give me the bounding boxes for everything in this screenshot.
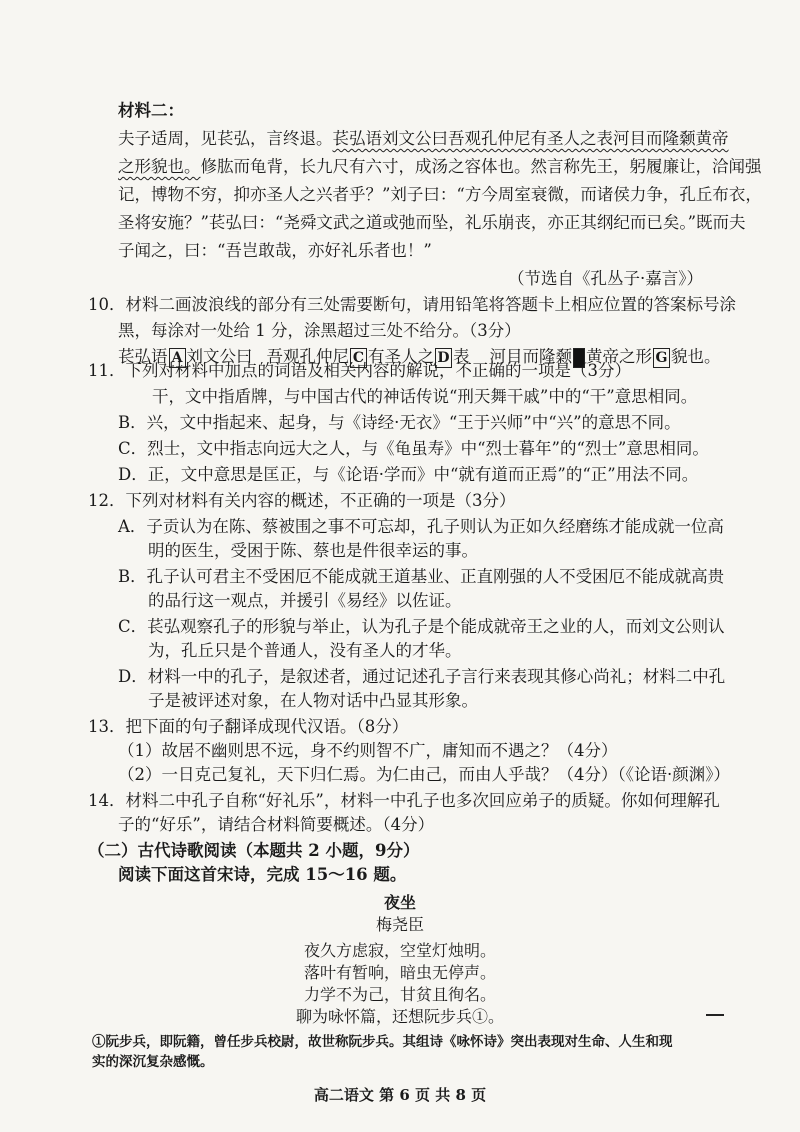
footnote-line-1: ①阮步兵，即阮籍，曾任步兵校尉，故世称阮步兵。其组诗《咏怀诗》突出表现对生命、人生和现 (92, 1034, 673, 1050)
material2-line-3: 记，博物不穷，抑亦圣人之兴者乎？”刘子曰：“方今周室衰微，而诸侯力争，孔丘布衣， (118, 185, 762, 204)
page-footer: 高二语文 第 6 页 共 8 页 (313, 1086, 487, 1104)
q13-stem: 13．把下面的句子翻译成现代汉语。（8分） (88, 717, 409, 736)
q13-sentence-1: （1）故居不幽则思不远，身不约则智不广，庸知而不遇之？（4分） (118, 741, 618, 760)
q11-option-c: C．烈士，文中指志向远大之人，与《龟虽寿》中“烈士暮年”的“烈士”意思相同。 (118, 439, 709, 458)
q10-stem-1: 10．材料二画波浪线的部分有三处需要断句，请用铅笔将答题卡上相应位置的答案标号涂 (88, 295, 736, 314)
q12-option-b-1: B．孔子认可君主不受困厄不能成就王道基业、正直刚强的人不受困厄不能成就高贵 (118, 567, 725, 586)
footnote-line-2: 实的深沉复杂感慨。 (92, 1054, 214, 1070)
poem-title: 夜坐 (383, 893, 416, 912)
poem-line-1: 夜久方虑寂，空堂灯烛明。 (303, 941, 496, 960)
q11-option-a: 干，文中指盾牌，与中国古代的神话传说“刑天舞干戚”中的“干”意思相同。 (152, 387, 698, 406)
material2-line-4: 圣将安施？”苌弘曰：“尧舜文武之道或弛而坠，礼乐崩丧，亦正其纲纪而已矣。”既而夫 (118, 213, 746, 232)
q14-stem-1: 14．材料二中孔子自称“好礼乐”，材料一中孔子也多次回应弟子的质疑。你如何理解孔 (88, 791, 720, 810)
q13-sentence-2: （2）一日克己复礼，天下归仁焉。为仁由己，而由人乎哉？（4分）（《论语·颜渊》） (118, 765, 730, 784)
q12-option-a-2: 明的医生，受困于陈、蔡也是件很幸运的事。 (148, 541, 478, 560)
q12-option-c-2: 为，孔丘只是个普通人，没有圣人的才华。 (148, 641, 462, 660)
margin-mark (706, 1014, 724, 1016)
material2-heading: 材料二： (118, 101, 184, 120)
q11-option-b: B．兴，文中指起来、起身，与《诗经·无衣》“王于兴师”中“兴”的意思不同。 (118, 413, 681, 432)
poem-line-2: 落叶有暂响，暗虫无停声。 (303, 963, 496, 982)
q10-answer-row: 苌弘语 A 刘文公曰 吾观孔仲尼 C 有圣人之 D 表 河目而隆颡 黄帝之形 G 貌也。 (118, 347, 721, 366)
answer-box-g[interactable]: G (653, 348, 670, 368)
section2-instruction: 阅读下面这首宋诗，完成 15～16 题。 (118, 865, 407, 884)
q14-stem-2: 子的“好乐”，请结合材料简要概述。（4分） (118, 815, 435, 834)
q12-option-b-2: 的品行这一观点，并援引《易经》以佐证。 (148, 591, 462, 610)
material2-line-2: 之形貌也。修肱而龟背，长九尺有六寸，成汤之容体也。然言称先王，躬履廉让，洽闻强 (118, 157, 762, 176)
q11-option-d: D．正，文中意思是匡正，与《论语·学而》中“就有道而正焉”的“正”用法不同。 (118, 465, 699, 484)
q10-stem-2: 黑，每涂对一处给 1 分，涂黑超过三处不给分。（3分） (118, 321, 521, 340)
section2-heading: （二）古代诗歌阅读（本题共 2 小题，9分） (88, 841, 420, 860)
material2-line-1: 夫子适周，见苌弘，言终退。苌弘语刘文公曰吾观孔仲尼有圣人之表河目而隆颡黄帝 (118, 129, 729, 148)
answer-box-a[interactable]: A (169, 348, 186, 368)
q12-option-c-1: C．苌弘观察孔子的形貌与举止，认为孔子是个能成就帝王之业的人，而刘文公则认 (118, 617, 725, 636)
poem-author: 梅尧臣 (375, 915, 424, 934)
q12-option-d-1: D．材料一中的孔子，是叙述者，通过记述孔子言行来表现其修心尚礼；材料二中孔 (118, 667, 726, 686)
q11-stem: 11．下列对材料中加点的词语及相关内容的解说，不正确的一项是（3分） (88, 361, 631, 380)
poem-line-4: 聊为咏怀篇，还想阮步兵①。 (295, 1007, 504, 1026)
wavy-underlined-passage: 苌弘语刘文公曰吾观孔仲尼有圣人之表河目而隆颡黄帝 (332, 129, 729, 148)
q12-option-a-1: A．子贡认为在陈、蔡被围之事不可忘却，孔子则认为正如久经磨练才能成就一位高 (118, 517, 724, 536)
answer-box-d[interactable]: D (435, 348, 452, 368)
q12-stem: 12．下列对材料有关内容的概述，不正确的一项是（3分） (88, 491, 516, 510)
material2-line-5: 子闻之，曰：“吾岂敢哉，亦好礼乐者也！” (118, 241, 432, 260)
q12-option-d-2: 子是被评述对象，在人物对话中凸显其形象。 (148, 691, 478, 710)
poem-line-3: 力学不为己，甘贫且徇名。 (303, 985, 496, 1004)
material2-source: （节选自《孔丛子·嘉言》） (508, 269, 703, 288)
answer-box-c[interactable]: C (350, 348, 367, 368)
